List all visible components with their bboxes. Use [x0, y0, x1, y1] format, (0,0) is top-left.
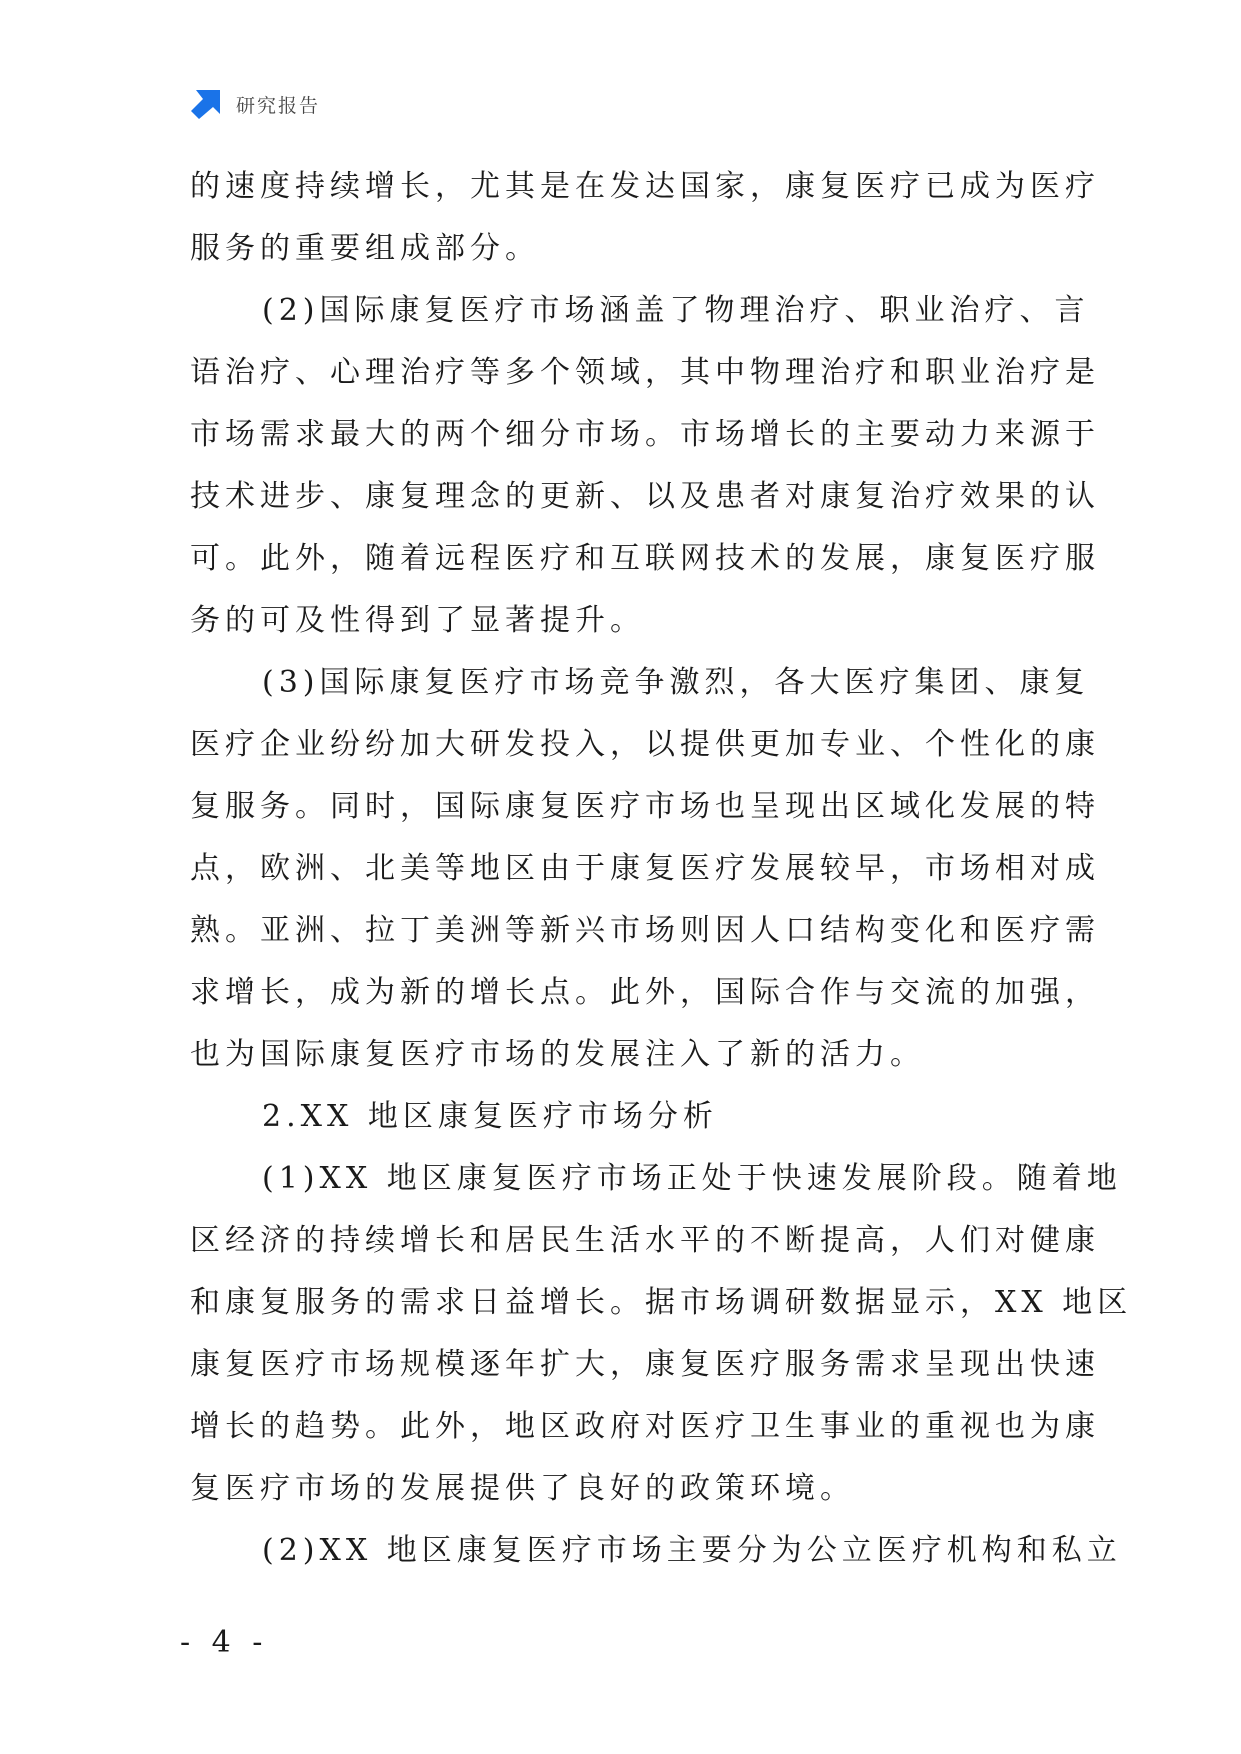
- text-line: 复医疗市场的发展提供了良好的政策环境。: [190, 1471, 855, 1506]
- text-line: 熟。亚洲、拉丁美洲等新兴市场则因人口结构变化和医疗需: [190, 913, 1100, 948]
- document-body: [190, 156, 1133, 1582]
- text-line: 技术进步、康复理念的更新、以及患者对康复治疗效果的认: [190, 479, 1100, 514]
- text-line: 2.XX 地区康复医疗市场分析: [262, 1099, 718, 1134]
- text-line: 增长的趋势。此外，地区政府对医疗卫生事业的重视也为康: [190, 1409, 1100, 1444]
- text-line: (2)XX 地区康复医疗市场主要分为公立医疗机构和私立: [262, 1533, 1122, 1568]
- text-line: 求增长，成为新的增长点。此外，国际合作与交流的加强，: [190, 975, 1100, 1010]
- page-header: [190, 88, 320, 120]
- text-line: 点，欧洲、北美等地区由于康复医疗发展较早，市场相对成: [190, 851, 1100, 886]
- text-line: (1)XX 地区康复医疗市场正处于快速发展阶段。随着地: [262, 1161, 1122, 1196]
- text-line: (3)国际康复医疗市场竞争激烈，各大医疗集团、康复: [262, 665, 1090, 700]
- text-line: 复服务。同时，国际康复医疗市场也呈现出区域化发展的特: [190, 789, 1100, 824]
- arrow-up-right-icon: [190, 88, 222, 120]
- text-line: 务的可及性得到了显著提升。: [190, 603, 645, 638]
- text-line: 也为国际康复医疗市场的发展注入了新的活力。: [190, 1037, 925, 1072]
- text-line: 区经济的持续增长和居民生活水平的不断提高，人们对健康: [190, 1223, 1100, 1258]
- text-line: 服务的重要组成部分。: [190, 231, 540, 266]
- report-title: 研究报告: [236, 94, 321, 117]
- text-line: 医疗企业纷纷加大研发投入，以提供更加专业、个性化的康: [190, 727, 1100, 762]
- text-line: 康复医疗市场规模逐年扩大，康复医疗服务需求呈现出快速: [190, 1347, 1100, 1382]
- text-line: 市场需求最大的两个细分市场。市场增长的主要动力来源于: [190, 417, 1100, 452]
- text-line: 和康复服务的需求日益增长。据市场调研数据显示，XX 地区: [190, 1285, 1133, 1320]
- page-number: - 4 -: [180, 1625, 269, 1660]
- text-line: 语治疗、心理治疗等多个领域，其中物理治疗和职业治疗是: [190, 355, 1100, 390]
- text-line: 的速度持续增长，尤其是在发达国家，康复医疗已成为医疗: [190, 169, 1100, 204]
- text-line: (2)国际康复医疗市场涵盖了物理治疗、职业治疗、言: [262, 293, 1090, 328]
- text-line: 可。此外，随着远程医疗和互联网技术的发展，康复医疗服: [190, 541, 1100, 576]
